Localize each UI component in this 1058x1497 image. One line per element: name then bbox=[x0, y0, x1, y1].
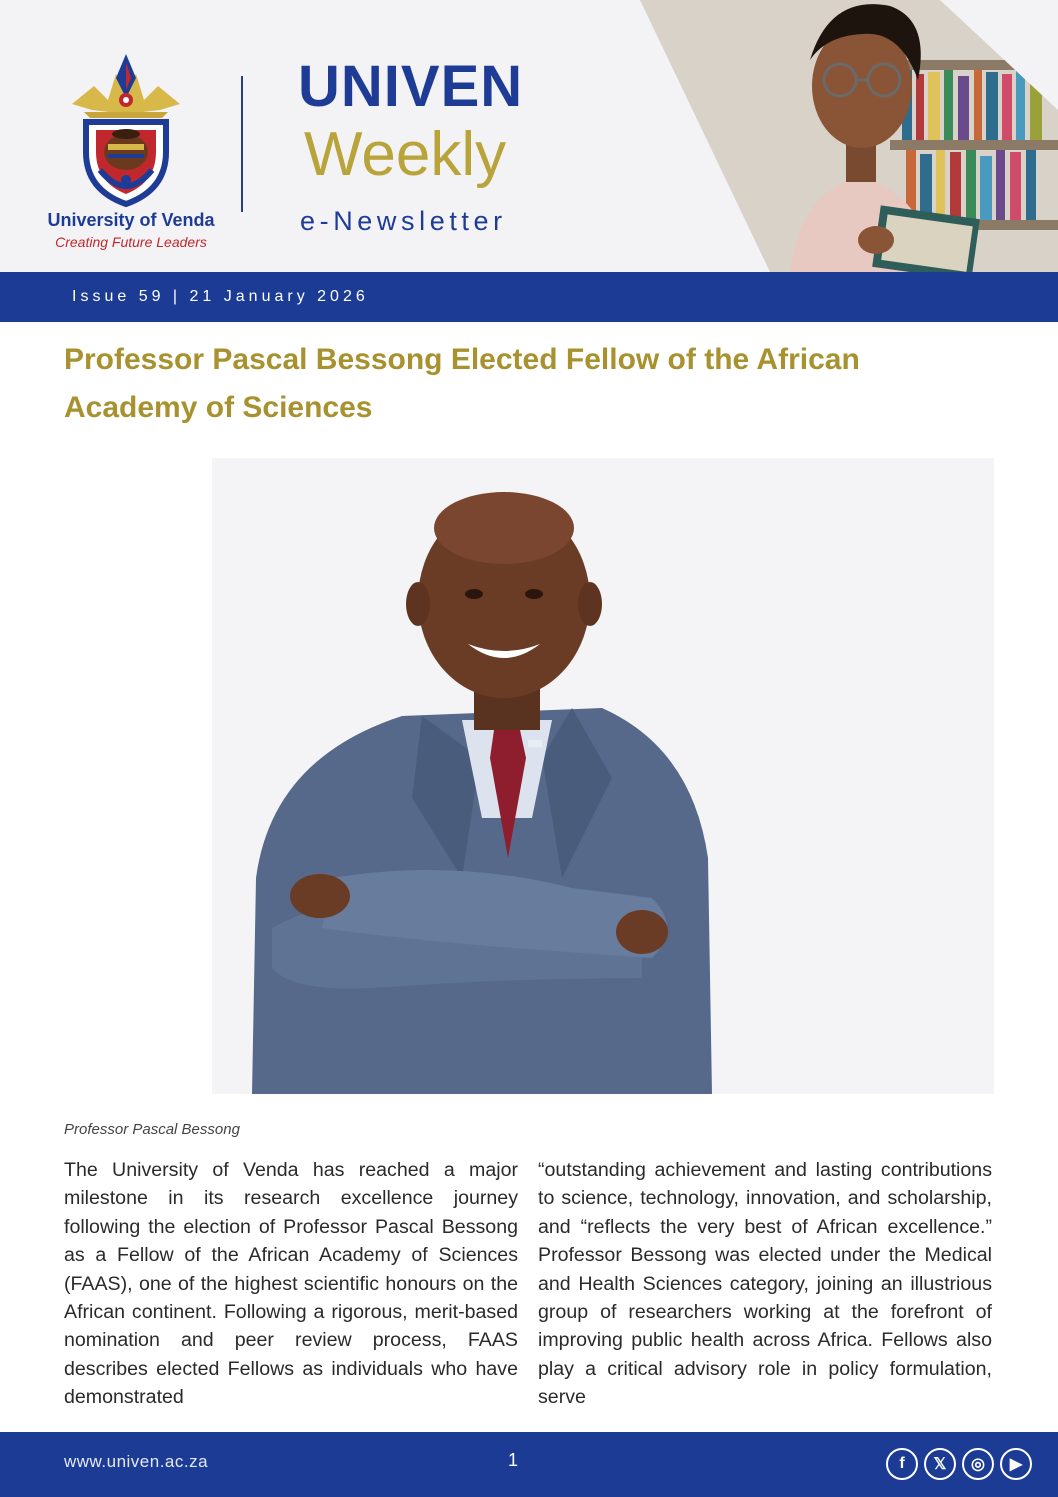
university-name: University of Venda bbox=[47, 210, 215, 230]
issue-number-date: Issue 59 | 21 January 2026 bbox=[72, 288, 369, 305]
x-icon[interactable]: 𝕏 bbox=[924, 1448, 956, 1480]
social-links bbox=[886, 1448, 1032, 1480]
university-logo bbox=[36, 52, 226, 252]
hero-student-photo bbox=[640, 0, 1058, 272]
facebook-icon[interactable]: f bbox=[886, 1448, 918, 1480]
brand-title-weekly: Weekly bbox=[304, 120, 507, 189]
website-link[interactable]: www.univen.ac.za bbox=[64, 1452, 209, 1471]
university-crest-icon bbox=[64, 52, 188, 212]
issue-band bbox=[0, 272, 1058, 322]
photo-caption: Professor Pascal Bessong bbox=[64, 1121, 240, 1138]
article-body-right: “outstanding achievement and lasting contributions to science, technology, innovation, and scholarship, and “reflects the very best of African excellence.” Professor Bessong was elected under the Medical and Health Sciences category, joining an illustrious group of researchers working at the forefront of improving public health across Africa. Fellows also play a critical advisory role in policy formulation, serve bbox=[538, 1159, 992, 1409]
university-tagline: Creating Future Leaders bbox=[55, 234, 207, 250]
instagram-icon[interactable]: ◎ bbox=[962, 1448, 994, 1480]
youtube-icon[interactable]: ▶ bbox=[1000, 1448, 1032, 1480]
article-headline: Professor Pascal Bessong Elected Fellow of the African Academy of Sciences bbox=[64, 343, 860, 424]
page-number: 1 bbox=[508, 1450, 519, 1470]
newsletter-footer bbox=[0, 1432, 1058, 1497]
article-body-left: The University of Venda has reached a major milestone in its research excellence journey following the election of Professor Pascal Bessong as a Fellow of the African Academy of Sciences (FAAS), one of the highest scientific honours on the African continent. Following a rigorous, merit-based nomination and peer review process, FAAS describes elected Fellows as individuals who have demonstrated bbox=[64, 1159, 518, 1409]
portrait-photo bbox=[212, 458, 994, 1094]
brand-subtitle-enewsletter: e-Newsletter bbox=[300, 206, 507, 236]
brand-title-univen: UNIVEN bbox=[298, 54, 524, 119]
header-divider bbox=[241, 76, 243, 212]
newsletter-header bbox=[0, 0, 1058, 272]
